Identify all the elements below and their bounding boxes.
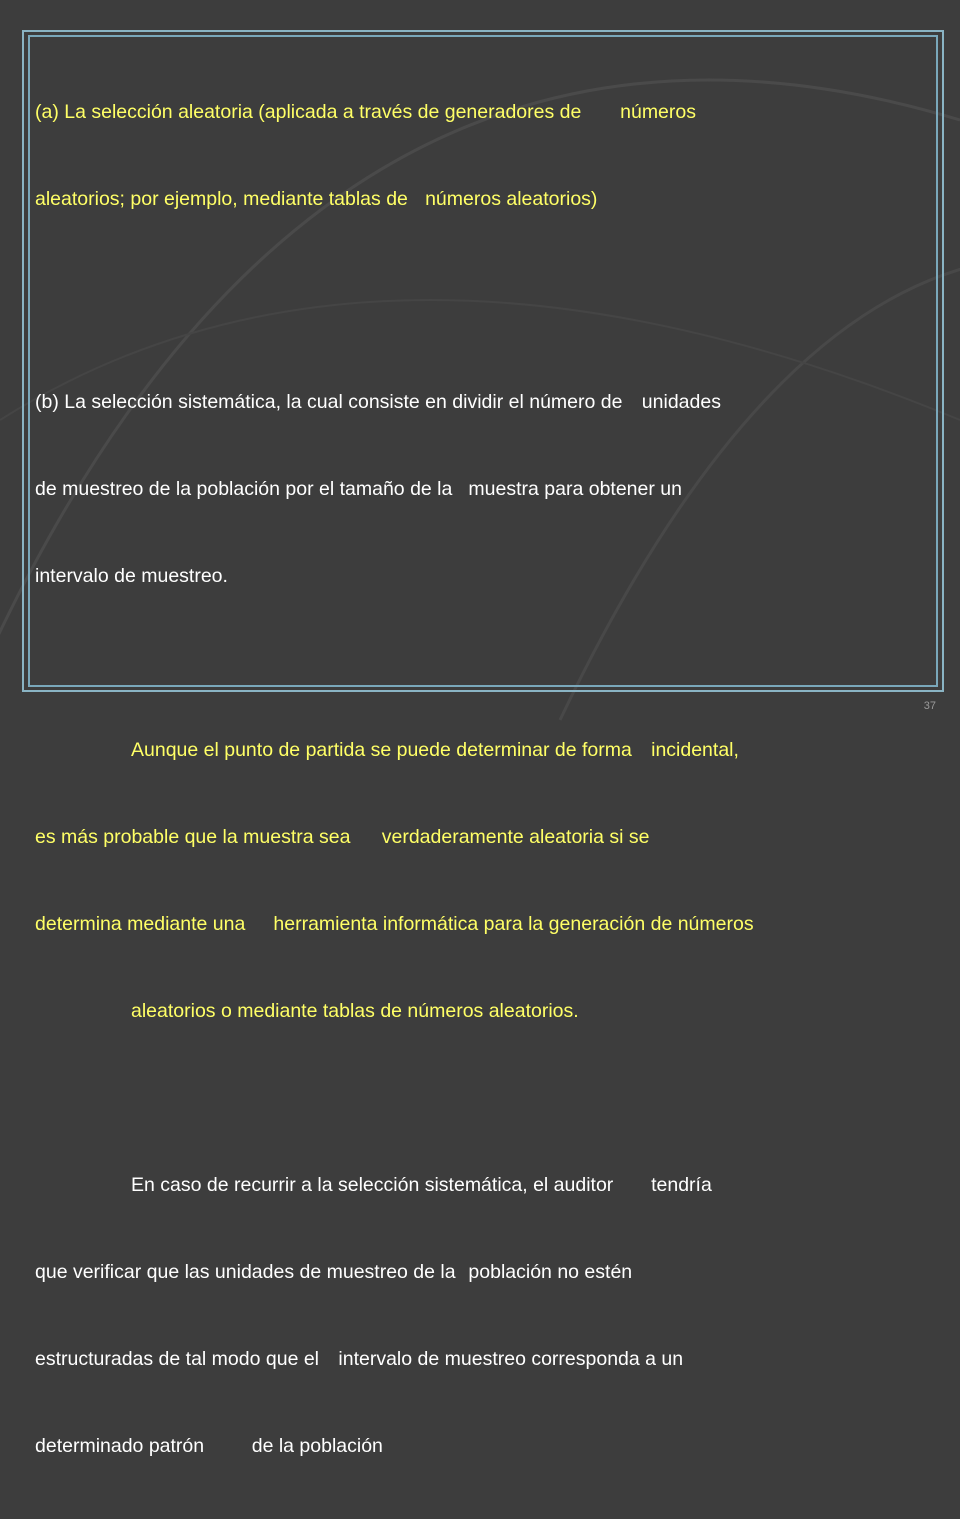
paragraph-b	[35, 330, 915, 649]
spacer	[35, 649, 915, 678]
paragraph-c-line: Aunque el punto de partida se puede determinar de forma incidental,	[131, 739, 739, 761]
paragraph-a-line: (a) La selección aleatoria (aplicada a través de generadores de números	[35, 101, 696, 123]
paragraph-d-line: estructuradas de tal modo que el intervalo de muestreo corresponda a un	[35, 1348, 684, 1370]
paragraph-c	[35, 678, 915, 1084]
paragraph-b-line: de muestreo de la población por el tamaño de la muestra para obtener un	[35, 478, 682, 500]
spacer	[35, 1084, 915, 1113]
paragraph-d-line: determinado patrón de la población	[35, 1435, 383, 1457]
paragraph-d	[35, 1113, 915, 1519]
paragraph-a	[35, 40, 915, 272]
paragraph-c-line: es más probable que la muestra sea verdaderamente aleatoria si se	[35, 826, 650, 848]
paragraph-d-line: En caso de recurrir a la selección sistemática, el auditor tendría	[131, 1174, 712, 1196]
page-number: 37	[923, 700, 936, 712]
paragraph-b-line: (b) La selección sistemática, la cual consiste en dividir el número de unidades	[35, 391, 721, 413]
slide-content	[35, 40, 915, 1519]
paragraph-a-line: aleatorios; por ejemplo, mediante tablas de números aleatorios)	[35, 188, 598, 210]
paragraph-b-line: intervalo de muestreo.	[35, 565, 228, 587]
paragraph-d-line: que verificar que las unidades de muestreo de la población no estén	[35, 1261, 633, 1283]
paragraph-c-line: aleatorios o mediante tablas de números aleatorios.	[131, 1000, 579, 1022]
spacer	[35, 272, 915, 330]
paragraph-c-line: determina mediante una herramienta informática para la generación de números	[35, 913, 754, 935]
